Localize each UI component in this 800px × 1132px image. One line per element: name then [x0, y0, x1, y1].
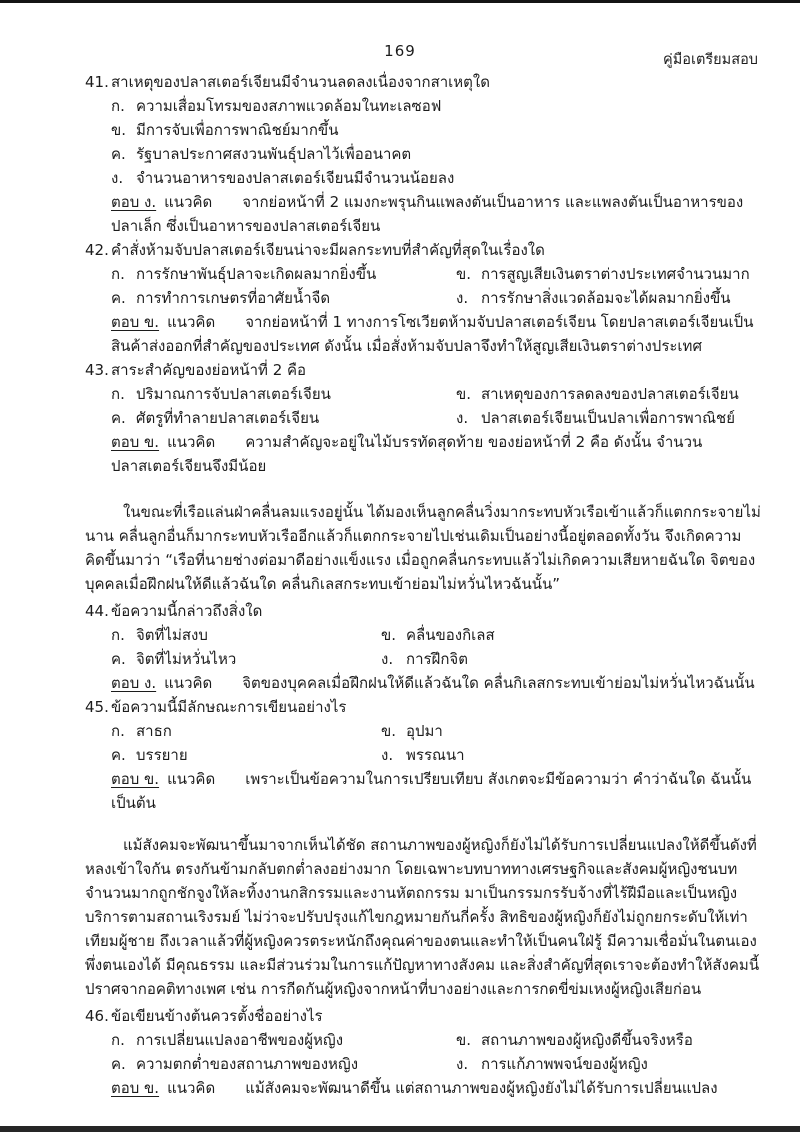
option-text: อุปมา: [406, 722, 443, 740]
answer-explanation: แม้สังคมจะพัฒนาดีขึ้น แต่สถานภาพของผู้หญิงยังไม่ได้รับการเปลี่ยนแปลง: [245, 1079, 718, 1097]
option-text: จำนวนอาหารของปลาสเตอร์เจียนมีจำนวนน้อยลง: [136, 169, 455, 187]
option-b: [456, 382, 761, 406]
option-letter: ค.: [111, 1055, 126, 1073]
option-letter: ง.: [111, 169, 124, 187]
answer-explanation: จากย่อหน้าที่ 2 แมงกะพรุนกินแพลงตันเป็นอาหาร และแพลงตันเป็นอาหารของปลาเล็ก ซึ่งเป็นอาหารของปลาสเตอร์เจียน: [111, 193, 744, 235]
option-c: [111, 142, 761, 166]
option-text: การรักษาพันธุ์ปลาจะเกิดผลมากยิ่งขึ้น: [136, 265, 377, 283]
option-c: [111, 1052, 456, 1076]
option-c: [111, 743, 381, 767]
option-letter: ค.: [111, 409, 126, 427]
option-d: [111, 166, 761, 190]
option-letter: ง.: [456, 1055, 469, 1073]
option-d: [456, 286, 761, 310]
answer-explanation: จากย่อหน้าที่ 1 ทางการโซเวียตห้ามจับปลาสเตอร์เจียน โดยปลาสเตอร์เจียนเป็นสินค้าส่งออกที่สำคัญของประเทศ ดังนั้น เมื่อสั่งห้ามจับปลาจึงทำให้สูญเสียเงินตราต่างประเทศ: [111, 313, 754, 355]
option-a: [111, 719, 381, 743]
option-letter: ข.: [456, 265, 472, 283]
option-text: ปริมาณการจับปลาสเตอร์เจียน: [136, 385, 331, 403]
question-number: 42.: [85, 241, 109, 259]
bottom-edge-line: [0, 1126, 800, 1132]
option-d: [456, 1052, 761, 1076]
answer-label: ตอบ ข.: [111, 433, 160, 451]
page-content: [85, 70, 761, 1100]
option-letter: ก.: [111, 722, 125, 740]
option-text: สาเหตุของการลดลงของปลาสเตอร์เจียน: [481, 385, 739, 403]
option-b: [456, 262, 761, 286]
option-text: ศัตรูที่ทำลายปลาสเตอร์เจียน: [136, 409, 320, 427]
option-c: [111, 406, 456, 430]
option-text: จิตที่ไม่สงบ: [136, 626, 208, 644]
option-c: [111, 647, 381, 671]
question-number: 46.: [85, 1007, 109, 1025]
option-d: [381, 647, 761, 671]
option-letter: ข.: [381, 626, 397, 644]
question-text: ข้อเขียนข้างต้นควรตั้งชื่ออย่างไร: [111, 1007, 323, 1025]
option-text: ปลาสเตอร์เจียนเป็นปลาเพื่อการพาณิชย์: [481, 409, 736, 427]
answer-label: ตอบ ง.: [111, 193, 157, 211]
option-text: สถานภาพของผู้หญิงดีขึ้นจริงหรือ: [481, 1031, 693, 1049]
concept-label: แนวคิด: [164, 193, 213, 211]
option-letter: ข.: [381, 722, 397, 740]
options-list: [111, 94, 761, 190]
options-list: [111, 1028, 761, 1076]
option-text: การรักษาสิ่งแวดล้อมจะได้ผลมากยิ่งขึ้น: [481, 289, 731, 307]
option-text: การฝึกจิต: [406, 650, 468, 668]
question-number: 41.: [85, 73, 109, 91]
concept-label: แนวคิด: [167, 770, 216, 788]
question-42: [85, 238, 761, 358]
option-b: [456, 1028, 761, 1052]
option-letter: ข.: [111, 121, 127, 139]
concept-label: แนวคิด: [167, 433, 216, 451]
question-text: คำสั่งห้ามจับปลาสเตอร์เจียนน่าจะมีผลกระทบที่สำคัญที่สุดในเรื่องใด: [111, 241, 545, 259]
option-text: มีการจับเพื่อการพาณิชย์มากขึ้น: [136, 121, 339, 139]
page-number: 169: [384, 42, 416, 60]
option-text: การเปลี่ยนแปลงอาชีพของผู้หญิง: [136, 1031, 344, 1049]
option-letter: ก.: [111, 626, 125, 644]
option-letter: ง.: [456, 409, 469, 427]
option-text: รัฐบาลประกาศสงวนพันธุ์ปลาไว้เพื่ออนาคต: [136, 145, 412, 163]
question-number: 45.: [85, 698, 109, 716]
answer-line: [111, 310, 761, 358]
concept-label: แนวคิด: [167, 1079, 216, 1097]
option-letter: ข.: [456, 1031, 472, 1049]
option-letter: ค.: [111, 650, 126, 668]
question-number: 43.: [85, 361, 109, 379]
answer-line: [111, 671, 761, 695]
option-text: จิตที่ไม่หวั่นไหว: [136, 650, 237, 668]
option-c: [111, 286, 456, 310]
option-letter: ค.: [111, 145, 126, 163]
option-d: [381, 743, 761, 767]
concept-label: แนวคิด: [164, 674, 213, 692]
question-46: [85, 1004, 761, 1100]
answer-line: [111, 1076, 761, 1100]
option-text: พรรณนา: [406, 746, 465, 764]
option-text: การทำการเกษตรที่อาศัยน้ำจืด: [136, 289, 331, 307]
option-text: ความเสื่อมโทรมของสภาพแวดล้อมในทะเลซอฟ: [136, 97, 442, 115]
answer-line: [111, 767, 761, 815]
answer-explanation: ความสำคัญจะอยู่ในไม้บรรทัดสุดท้าย ของย่อหน้าที่ 2 คือ ดังนั้น จำนวนปลาสเตอร์เจียนจึงมีน้อย: [111, 433, 703, 475]
option-letter: ข.: [456, 385, 472, 403]
answer-label: ตอบ ข.: [111, 770, 160, 788]
question-text: สาระสำคัญของย่อหน้าที่ 2 คือ: [111, 361, 307, 379]
answer-label: ตอบ ข.: [111, 313, 160, 331]
option-b: [381, 623, 761, 647]
option-letter: ง.: [381, 746, 394, 764]
answer-line: [111, 190, 761, 238]
question-number: 44.: [85, 602, 109, 620]
option-letter: ก.: [111, 385, 125, 403]
option-letter: ค.: [111, 746, 126, 764]
answer-explanation: เพราะเป็นข้อความในการเปรียบเทียบ สังเกตจะมีข้อความว่า คำว่าฉันใด ฉันนั้น เป็นต้น: [111, 770, 752, 812]
reading-passage-1: ในขณะที่เรือแล่นฝ่าคลื่นลมแรงอยู่นั้น ได้มองเห็นลูกคลื่นวิ่งมากระทบหัวเรือเข้าแล้วก็แตกกระจายไม่นาน คลื่นลูกอื่นก็มากระทบหัวเรืออีกแล้วก็แตกกระจายไปเช่นเดิมเป็นอย่างนี้อยู่ตลอดทั้งวัน จึงเกิดความคิดขึ้นมาว่า “เรือที่นายช่างต่อมาดีอย่างแข็งแรง เมื่อถูกคลื่นกระทบแล้วไม่เกิดความเสียหายฉันใด จิตของบุคคลเมื่อฝึกฝนให้ดีแล้วฉันใด คลื่นกิเลสกระทบเข้าย่อมไม่หวั่นไหวฉันนั้น”: [85, 503, 761, 593]
question-45: [85, 695, 761, 815]
option-a: [111, 94, 761, 118]
options-list: [111, 382, 761, 430]
option-letter: ง.: [456, 289, 469, 307]
answer-line: [111, 430, 761, 478]
options-list: [111, 623, 761, 671]
option-letter: ก.: [111, 1031, 125, 1049]
option-text: สาธก: [136, 722, 172, 740]
option-text: ความตกต่ำของสถานภาพของหญิง: [136, 1055, 359, 1073]
answer-label: ตอบ ง.: [111, 674, 157, 692]
top-edge-line: [0, 0, 800, 3]
option-b: [111, 118, 761, 142]
options-list: [111, 262, 761, 310]
header-right: คู่มือเตรียมสอบ: [663, 52, 758, 68]
option-letter: ก.: [111, 97, 125, 115]
option-a: [111, 1028, 456, 1052]
question-text: ข้อความนี้กล่าวถึงสิ่งใด: [111, 602, 263, 620]
options-list: [111, 719, 761, 767]
option-letter: ก.: [111, 265, 125, 283]
option-d: [456, 406, 761, 430]
option-letter: ง.: [381, 650, 394, 668]
answer-explanation: จิตของบุคคลเมื่อฝึกฝนให้ดีแล้วฉันใด คลื่นกิเลสกระทบเข้าย่อมไม่หวั่นไหวฉันนั้น: [242, 674, 755, 692]
answer-label: ตอบ ข.: [111, 1079, 160, 1097]
page-header: [0, 42, 800, 68]
reading-passage-2: แม้สังคมจะพัฒนาขึ้นมาจากเห็นได้ชัด สถานภาพของผู้หญิงก็ยังไม่ได้รับการเปลี่ยนแปลงให้ดีขึ้นดังที่หลงเข้าใจกัน ตรงกันข้ามกลับตกต่ำลงอย่างมาก โดยเฉพาะบทบาททางเศรษฐกิจและสังคมผู้หญิงชนบทจำนวนมากถูกชักจูงให้ละทิ้งงานกสิกรรมและงานหัตถกรรม มาเป็นกรรมกรรับจ้างที่ไร้ฝีมือและเป็นหญิงบริการตามสถานเริงรมย์ ไม่ว่าจะปรับปรุงแก้ไขกฎหมายกันกี่ครั้ง สิทธิของผู้หญิงก็ยังไม่ถูกยกระดับให้เท่าเทียมผู้ชาย ถึงเวลาแล้วที่ผู้หญิงควรตระหนักถึงคุณค่าของตนและทำให้เป็นคนใฝ่รู้ มีความเชื่อมั่นในตนเอง พึ่งตนเองได้ มีคุณธรรม และมีส่วนร่วมในการแก้ปัญหาทางสังคม และสิ่งสำคัญที่สุดเราจะต้องทำให้สังคมนี้ปราศจากอคติทางเพศ เช่น การกีดกันผู้หญิงจากหน้าที่บางอย่างและการกดขี่ข่มเหงผู้หญิงเสียก่อน: [85, 836, 760, 998]
option-a: [111, 623, 381, 647]
option-text: คลื่นของกิเลส: [406, 626, 495, 644]
option-a: [111, 382, 456, 406]
question-41: [85, 70, 761, 238]
option-text: บรรยาย: [136, 746, 188, 764]
option-text: การแก้ภาพพจน์ของผู้หญิง: [481, 1055, 648, 1073]
concept-label: แนวคิด: [167, 313, 216, 331]
question-text: ข้อความนี้มีลักษณะการเขียนอย่างไร: [111, 698, 347, 716]
question-43: [85, 358, 761, 478]
option-a: [111, 262, 456, 286]
question-44: [85, 599, 761, 695]
option-b: [381, 719, 761, 743]
question-text: สาเหตุของปลาสเตอร์เจียนมีจำนวนลดลงเนื่องจากสาเหตุใด: [111, 73, 490, 91]
option-letter: ค.: [111, 289, 126, 307]
option-text: การสูญเสียเงินตราต่างประเทศจำนวนมาก: [481, 265, 750, 283]
